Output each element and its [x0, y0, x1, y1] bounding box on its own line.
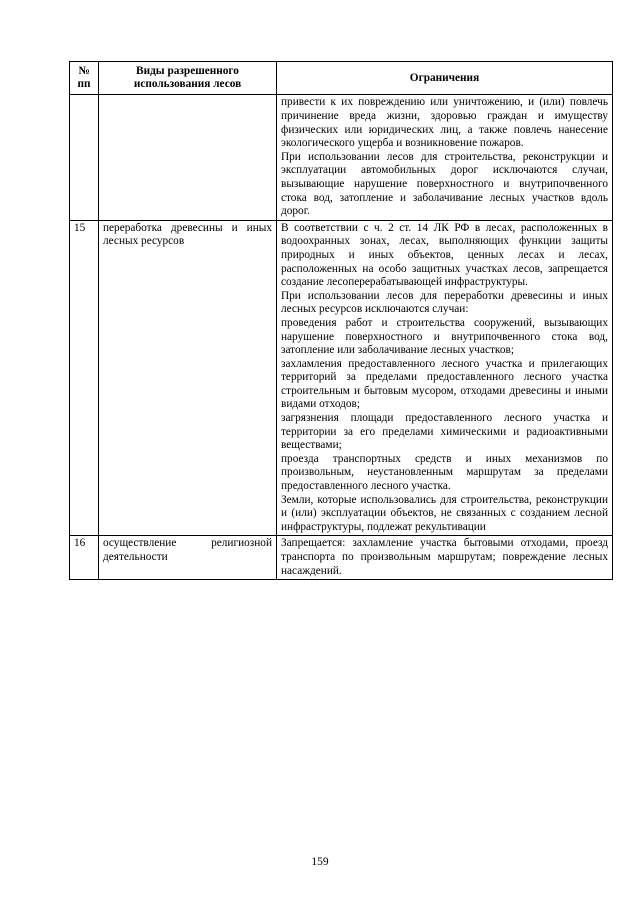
cell-kind: переработка древесины и иных лесных ресурсов	[99, 220, 277, 536]
restriction-paragraph: Земли, которые использовались для строительства, реконструкции и (или) эксплуатации объектов, не связанных с созданием лесной инфраструктуры, подлежат рекультивации	[281, 493, 608, 533]
restriction-paragraph: При использовании лесов для строительства, реконструкции и эксплуатации автомобильных дорог исключаются случаи, вызывающие нарушение поверхностного и внутрипочвенного стока вод, затопление и заболачивание лесных участков вдоль дорог.	[281, 150, 608, 218]
cell-restrictions	[277, 536, 613, 580]
header-restrictions: Ограничения	[277, 62, 613, 95]
cell-number-empty	[70, 95, 99, 220]
restrictions-table	[69, 61, 613, 580]
cell-restrictions	[277, 95, 613, 220]
restriction-paragraph: В соответствии с ч. 2 ст. 14 ЛК РФ в лесах, расположенных в водоохранных зонах, лесах, выполняющих функции защиты природных и иных объектов, ценных лесах и лесах, расположенных на особо защитных участках лесов, запрещается создание лесоперерабатывающей инфраструктуры.	[281, 221, 608, 289]
header-kinds: Виды разрешенного использования лесов	[99, 62, 277, 95]
table-row-continued	[70, 95, 613, 220]
cell-number: 16	[70, 536, 99, 580]
table-row-16	[70, 536, 613, 580]
restriction-paragraph: загрязнения площади предоставленного лесного участка и территории за его пределами химическими и радиоактивными веществами;	[281, 412, 608, 452]
table-row-15	[70, 220, 613, 536]
cell-restrictions	[277, 220, 613, 536]
restriction-paragraph: При использовании лесов для переработки древесины и иных лесных ресурсов исключаются случаи:	[281, 289, 608, 316]
header-number: № пп	[70, 62, 99, 95]
restriction-paragraph: проезда транспортных средств и иных механизмов по произвольным, неустановленным маршрутам за пределами предоставленного лесного участка.	[281, 452, 608, 493]
cell-kind: осуществление религиозной деятельности	[99, 536, 277, 580]
cell-kind-empty	[99, 95, 277, 220]
page-number: 159	[311, 856, 329, 868]
restriction-paragraph: Запрещается: захламление участка бытовыми отходами, проезд транспорта по произвольным маршрутам; повреждение лесных насаждений.	[281, 537, 608, 577]
restriction-paragraph: захламления предоставленного лесного участка и прилегающих территорий за пределами предоставленного лесного участка строительным и бытовым мусором, отходами древесины и иными видами отходов;	[281, 357, 608, 411]
restriction-paragraph: привести к их повреждению или уничтожению, и (или) повлечь причинение вреда жизни, здоровью граждан и имуществу физических или юридических лиц, а также повлечь нанесение экологического ущерба и возникновение пожаров.	[281, 96, 608, 150]
table-header-row	[70, 62, 613, 95]
cell-number: 15	[70, 220, 99, 536]
restriction-paragraph: проведения работ и строительства сооружений, вызывающих нарушение поверхностного и внутрипочвенного стока вод, затопление или заболачивание лесных участков;	[281, 316, 608, 357]
